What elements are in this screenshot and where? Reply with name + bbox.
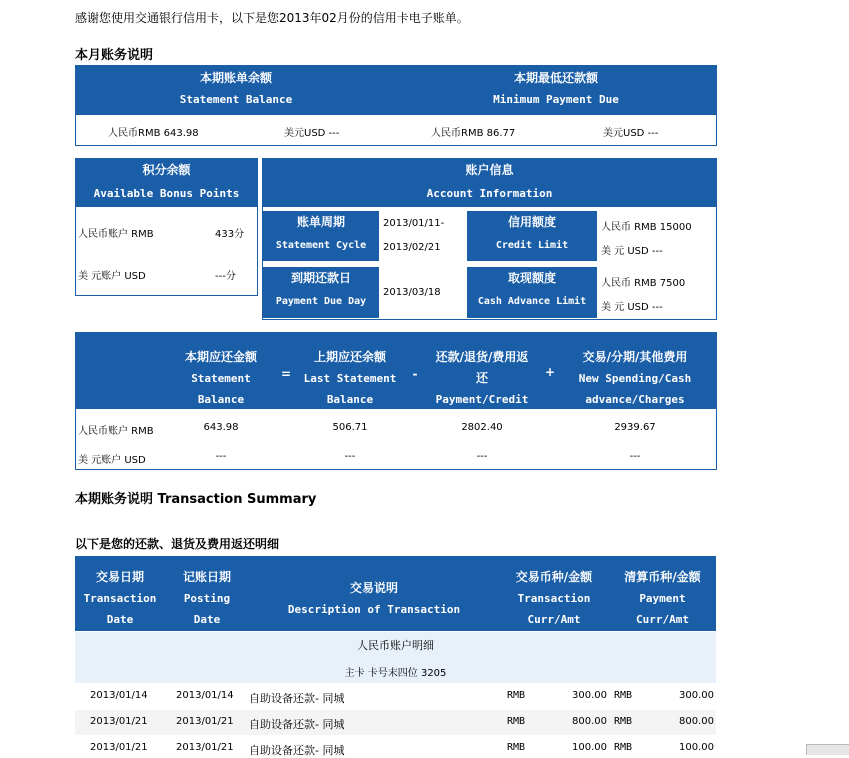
due-date-value: 2013/03/18 <box>383 287 441 298</box>
credit-label-en: Credit Limit <box>495 240 569 251</box>
row-desc: 自助设备还款- 同城 <box>249 744 345 757</box>
summary-rmb-label: 人民币账户 RMB <box>78 426 154 437</box>
cycle-label-cn: 账单周期 <box>296 215 345 229</box>
summary-usd-label: 美 元账户 USD <box>78 455 146 466</box>
th-amt-en2: Curr/Amt <box>527 613 581 626</box>
account-title-cn: 账户信息 <box>465 163 514 177</box>
credit-label-cn: 信用额度 <box>507 215 556 229</box>
plus-sign: + <box>544 365 556 379</box>
account-detail-title: 人民币账户明细 <box>357 639 434 652</box>
table-row <box>75 736 716 757</box>
bonus-title-en: Available Bonus Points <box>93 187 240 200</box>
th-pay-en2: Curr/Amt <box>636 613 689 626</box>
th-date-cn: 交易日期 <box>95 570 144 584</box>
credit-limit-usd: 美 元 USD --- <box>601 246 663 257</box>
section-title-monthly: 本月账务说明 <box>75 48 154 63</box>
intro-text: 感谢您使用交通银行信用卡，以下是您2013年02月份的信用卡电子账单。 <box>75 11 469 25</box>
summary-usd-spending: --- <box>629 451 641 462</box>
cash-label-cn: 取现额度 <box>507 271 556 285</box>
summary-col1-cn: 本期应还金额 <box>184 350 257 364</box>
statement-balance-box <box>75 65 717 146</box>
row-desc: 自助设备还款- 同城 <box>249 692 345 705</box>
th-post-cn: 记账日期 <box>182 570 231 584</box>
bonus-rmb-value: 433分 <box>215 229 245 240</box>
min-payment-rmb: 人民币RMB 86.77 <box>431 128 516 139</box>
bonus-rmb-label: 人民币账户 RMB <box>78 229 154 240</box>
summary-rmb-payment: 2802.40 <box>461 422 503 433</box>
th-pay-en1: Payment <box>639 592 686 605</box>
balance-title-en: Statement Balance <box>179 93 293 106</box>
table-row <box>75 684 716 709</box>
eq-sign: = <box>281 367 292 381</box>
card-line: 主卡 卡号末四位 3205 <box>344 668 447 679</box>
summary-col1-en2: Balance <box>197 393 245 406</box>
th-date-en1: Transaction <box>83 592 157 605</box>
account-title-en: Account Information <box>426 187 553 200</box>
summary-col2-en2: Balance <box>326 393 374 406</box>
cycle-label-en: Statement Cycle <box>275 240 367 251</box>
due-label-cn: 到期还款日 <box>290 271 351 285</box>
row-post: 2013/01/21 <box>176 742 234 753</box>
row-desc: 自助设备还款- 同城 <box>249 718 345 731</box>
row-pamt: 800.00 <box>679 716 714 727</box>
row-cur: RMB <box>507 742 526 753</box>
cash-limit-rmb: 人民币 RMB 7500 <box>601 278 686 289</box>
th-post-en2: Date <box>193 613 221 626</box>
bonus-usd-value: ---分 <box>215 271 236 282</box>
summary-col3-cn2: 还 <box>475 371 488 385</box>
cycle-end: 2013/02/21 <box>383 242 441 253</box>
summary-col1-en1: Statement <box>191 372 251 385</box>
balance-usd: 美元USD --- <box>284 128 340 139</box>
summary-rmb-spending: 2939.67 <box>614 422 656 433</box>
th-desc-en: Description of Transaction <box>287 603 461 616</box>
row-pcur: RMB <box>614 716 633 727</box>
min-payment-title-en: Minimum Payment Due <box>493 93 619 106</box>
transactions-table <box>75 556 716 757</box>
row-date: 2013/01/14 <box>90 690 148 701</box>
th-amt-en1: Transaction <box>517 592 591 605</box>
summary-usd-current: --- <box>215 451 227 462</box>
corner-widget[interactable] <box>806 744 849 755</box>
row-pcur: RMB <box>614 742 633 753</box>
row-cur: RMB <box>507 716 526 727</box>
summary-rmb-current: 643.98 <box>203 422 239 433</box>
balance-rmb: 人民币RMB 643.98 <box>108 128 199 139</box>
minus-sign: - <box>412 367 418 381</box>
th-date-en2: Date <box>106 613 134 626</box>
cash-limit-usd: 美 元 USD --- <box>601 302 663 313</box>
summary-col4-en1: New Spending/Cash <box>578 372 692 385</box>
row-amt: 800.00 <box>572 716 607 727</box>
balance-title-cn: 本期账单余额 <box>199 71 272 85</box>
cash-label-en: Cash Advance Limit <box>477 296 587 307</box>
account-info-box <box>262 158 717 320</box>
th-post-en1: Posting <box>183 592 231 605</box>
cycle-label <box>263 211 379 261</box>
summary-header <box>76 333 716 409</box>
statement-header <box>76 66 716 115</box>
th-desc-cn: 交易说明 <box>349 581 398 595</box>
due-date-label <box>263 267 379 318</box>
row-post: 2013/01/14 <box>176 690 234 701</box>
section-title-payment-details: 以下是您的还款、退货及费用返还明细 <box>75 537 280 551</box>
section-title-transaction-summary: 本期账务说明 Transaction Summary <box>75 492 317 507</box>
summary-col3-cn1: 还款/退货/费用返 <box>435 350 529 364</box>
transactions-header <box>75 556 716 631</box>
row-pamt: 100.00 <box>679 742 714 753</box>
row-post: 2013/01/21 <box>176 716 234 727</box>
row-amt: 100.00 <box>572 742 607 753</box>
due-label-en: Payment Due Day <box>275 296 367 307</box>
bonus-title-cn: 积分余额 <box>142 163 191 177</box>
account-header <box>263 159 716 207</box>
summary-col2-en1: Last Statement <box>303 372 397 385</box>
th-amt-cn: 交易币种/金额 <box>515 570 593 584</box>
summary-usd-payment: --- <box>476 451 488 462</box>
min-payment-title-cn: 本期最低还款额 <box>513 71 598 85</box>
bonus-header <box>76 159 257 207</box>
cash-limit-label <box>467 267 597 318</box>
summary-col4-cn: 交易/分期/其他费用 <box>582 350 688 364</box>
credit-limit-rmb: 人民币 RMB 15000 <box>601 222 692 233</box>
account-subheader <box>75 632 716 683</box>
cycle-start: 2013/01/11- <box>383 218 445 229</box>
summary-rmb-last: 506.71 <box>332 422 368 433</box>
row-pamt: 300.00 <box>679 690 714 701</box>
summary-usd-last: --- <box>344 451 356 462</box>
th-pay-cn: 清算币种/金额 <box>624 570 701 584</box>
row-cur: RMB <box>507 690 526 701</box>
summary-col3-en: Payment/Credit <box>435 393 529 406</box>
summary-col4-en2: advance/Charges <box>585 393 685 406</box>
credit-limit-label <box>467 211 597 261</box>
bonus-points-box <box>75 158 258 296</box>
row-date: 2013/01/21 <box>90 716 148 727</box>
row-amt: 300.00 <box>572 690 607 701</box>
row-pcur: RMB <box>614 690 633 701</box>
summary-col2-cn: 上期应还余额 <box>313 350 386 364</box>
balance-summary-box <box>75 332 717 470</box>
table-row <box>75 710 716 735</box>
row-date: 2013/01/21 <box>90 742 148 753</box>
min-payment-usd: 美元USD --- <box>603 128 659 139</box>
bonus-usd-label: 美 元账户 USD <box>78 271 146 282</box>
